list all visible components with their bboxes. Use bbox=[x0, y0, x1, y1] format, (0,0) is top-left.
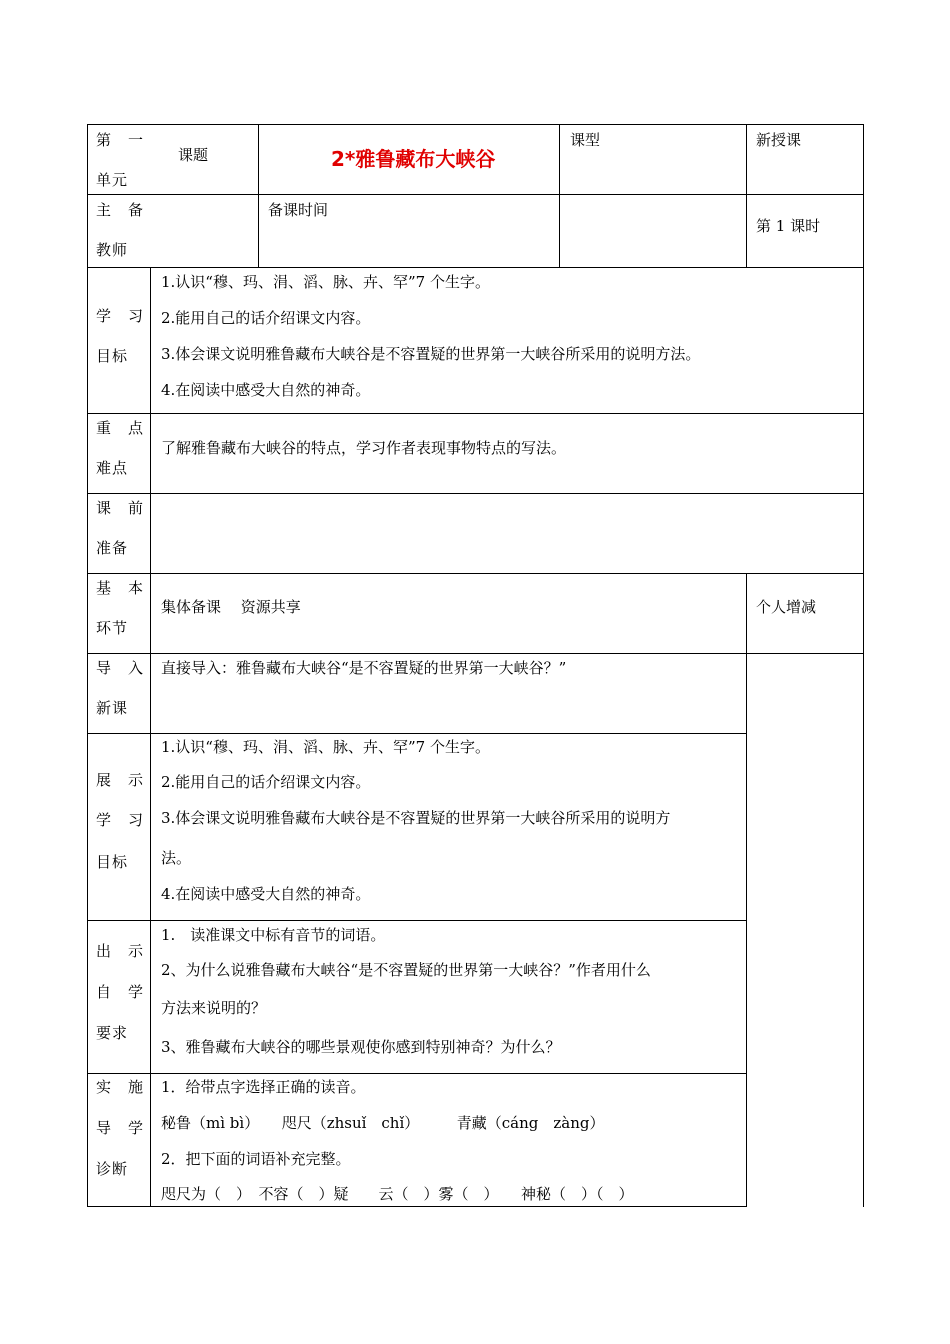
show-label-line3: 目标 bbox=[96, 853, 129, 871]
show-goal-item: 1.认识“穆、玛、涓、滔、脉、卉、罕”7 个生字。 bbox=[161, 738, 490, 756]
show-label-line1: 展 示 bbox=[96, 771, 145, 789]
type-label: 课型 bbox=[570, 131, 601, 149]
diag-label-line2: 导 学 bbox=[96, 1119, 145, 1137]
teacher-label-line1: 主 备 bbox=[96, 201, 145, 219]
goal-item: 4.在阅读中感受大自然的神奇。 bbox=[161, 381, 371, 399]
goal-item: 1.认识“穆、玛、涓、滔、脉、卉、罕”7 个生字。 bbox=[161, 273, 490, 291]
study-label-line1: 出 示 bbox=[96, 942, 145, 960]
show-goal-item: 3.体会课文说明雅鲁藏布大峡谷是不容置疑的世界第一大峡谷所采用的说明方 bbox=[161, 809, 671, 827]
basic-label-line2: 环节 bbox=[96, 619, 129, 637]
diag-item: 2．把下面的词语补充完整。 bbox=[161, 1150, 351, 1168]
key-text: 了解雅鲁藏布大峡谷的特点，学习作者表现事物特点的写法。 bbox=[161, 439, 567, 457]
study-item: 1. 读准课文中标有音节的词语。 bbox=[161, 926, 386, 944]
show-label-line2: 学 习 bbox=[96, 811, 145, 829]
goals-label-line2: 目标 bbox=[96, 347, 129, 365]
prep-label-line2: 准备 bbox=[96, 539, 129, 557]
unit-label-line1: 第 一 bbox=[96, 131, 145, 149]
study-label-line2: 自 学 bbox=[96, 983, 145, 1001]
period-value: 第 1 课时 bbox=[756, 217, 821, 235]
diag-item: 1．给带点字选择正确的读音。 bbox=[161, 1078, 366, 1096]
study-label-line3: 要求 bbox=[96, 1024, 129, 1042]
unit-label-line2: 单元 bbox=[96, 171, 129, 189]
show-goal-item: 法。 bbox=[161, 849, 192, 867]
intro-label-line1: 导 入 bbox=[96, 659, 145, 677]
diag-item: 秘鲁（mì bì） 咫尺（zhsuǐ chǐ） 青藏（cáng zàng） bbox=[161, 1114, 605, 1132]
goal-item: 2.能用自己的话介绍课文内容。 bbox=[161, 309, 371, 327]
personal-label: 个人增减 bbox=[756, 598, 817, 616]
key-label-line2: 难点 bbox=[96, 459, 129, 477]
lesson-title: 2*雅鲁藏布大峡谷 bbox=[331, 147, 496, 171]
diag-label-line1: 实 施 bbox=[96, 1078, 145, 1096]
diag-label-line3: 诊断 bbox=[96, 1160, 129, 1178]
goals-label-line1: 学 习 bbox=[96, 307, 145, 325]
teacher-label-line2: 教师 bbox=[96, 241, 129, 259]
intro-label-line2: 新课 bbox=[96, 699, 129, 717]
topic-label: 课题 bbox=[178, 146, 209, 164]
study-item: 3、雅鲁藏布大峡谷的哪些景观使你感到特别神奇？为什么？ bbox=[161, 1038, 561, 1056]
study-item: 方法来说明的？ bbox=[161, 999, 267, 1017]
goal-item: 3.体会课文说明雅鲁藏布大峡谷是不容置疑的世界第一大峡谷所采用的说明方法。 bbox=[161, 345, 701, 363]
intro-text: 直接导入：雅鲁藏布大峡谷“是不容置疑的世界第一大峡谷？” bbox=[161, 659, 567, 677]
basic-text: 集体备课 资源共享 bbox=[161, 598, 301, 616]
study-item: 2、为什么说雅鲁藏布大峡谷“是不容置疑的世界第一大峡谷？”作者用什么 bbox=[161, 961, 651, 979]
show-goal-item: 4.在阅读中感受大自然的神奇。 bbox=[161, 885, 371, 903]
diag-item: 咫尺为（ ） 不容（ ）疑 云（ ）雾（ ） 神秘（ ）（ ） bbox=[161, 1185, 634, 1203]
prep-time-label: 备课时间 bbox=[268, 201, 329, 219]
show-goal-item: 2.能用自己的话介绍课文内容。 bbox=[161, 773, 371, 791]
type-value: 新授课 bbox=[756, 131, 802, 149]
key-label-line1: 重 点 bbox=[96, 419, 145, 437]
basic-label-line1: 基 本 bbox=[96, 579, 145, 597]
prep-label-line1: 课 前 bbox=[96, 499, 145, 517]
